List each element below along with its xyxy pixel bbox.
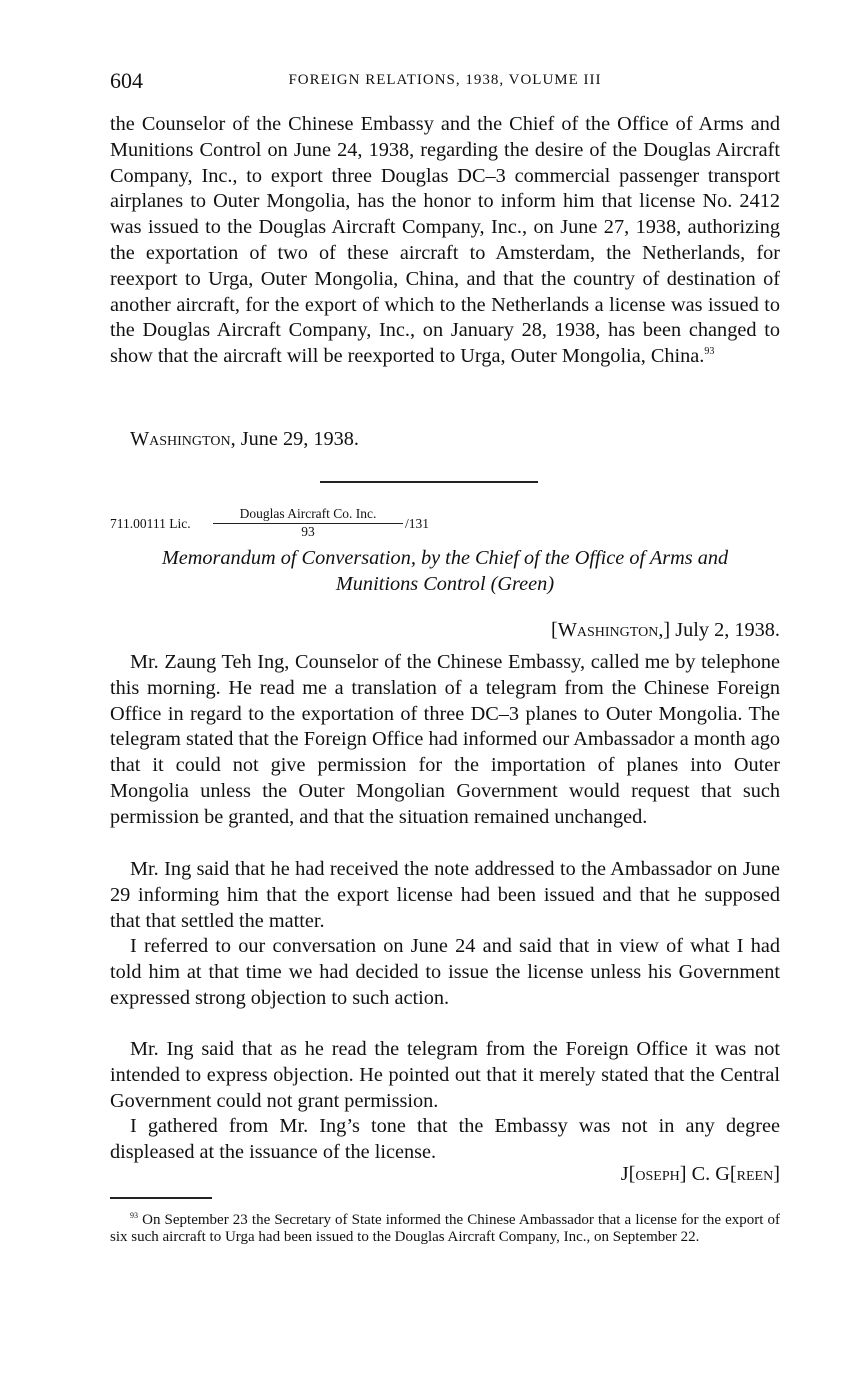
file-reference-fraction [213,506,403,540]
memorandum-paragraph-4: Mr. Ing said that as he read the telegram from the Foreign Office it was not intended to express objection. He pointed out that it merely stated that the Central Government could not grant permission. [110,1038,780,1112]
running-header [110,68,780,98]
dateline-open: [ [550,619,558,641]
running-title: FOREIGN RELATIONS, 1938, VOLUME III [288,72,602,88]
footnote-divider [110,1197,212,1199]
memorandum-title-line-1: Memorandum of Conversation, by the Chief of the Office of Arms and [161,547,729,569]
signature-part: ] [773,1163,780,1185]
note-place: Washington [130,428,231,450]
signature-part: ] C. G[ [679,1163,737,1185]
footnote-reference-93: 93 [704,346,715,358]
file-reference-numerator: Douglas Aircraft Co. Inc. [213,506,403,524]
memorandum-paragraph-1: Mr. Zaung Teh Ing, Counselor of the Chinese Embassy, called me by telephone this morning. He read me a translation of a telegram from the Chinese Foreign Office in regard to the exportation of three DC–3 planes to Outer Mongolia. The telegram stated that the Foreign Office had informed our Ambassador a month ago that it could not give permission for the importation of planes into Outer Mongolia unless the Outer Mongolian Government would request that such permission be granted, and that the situation remained unchanged. [110,651,780,828]
memorandum-paragraph-5: I gathered from Mr. Ing’s tone that the Embassy was not in any degree displeased at the issuance of the license. [110,1115,780,1163]
note-continuation-paragraph [110,112,780,370]
signature-part: reen [736,1163,774,1185]
footnote-93 [110,1212,780,1246]
footnote-marker: 93 [130,1211,138,1220]
memorandum-title [110,546,780,598]
dateline-place: Washington [557,619,659,641]
memorandum-dateline [110,619,780,642]
memorandum-paragraph-2: Mr. Ing said that he had received the note addressed to the Ambassador on June 29 informing him that the export license had been issued and that he supposed that that settled the matter. [110,858,780,932]
file-reference [110,506,510,542]
note-date: , June 29, 1938. [230,428,360,450]
file-reference-tail: /131 [405,516,430,531]
section-divider [320,481,538,483]
note-signoff [110,427,780,453]
memorandum-title-line-2: Munitions Control (Green) [335,572,555,595]
memorandum-paragraph-3: I referred to our conversation on June 24 and said that in view of what I had told him at that time we had decided to issue the license unless his Government expressed strong objection to such action. [110,935,780,1009]
signature [110,1163,780,1186]
note-continuation-text: the Counselor of the Chinese Embassy and the Chief of the Office of Arms and Munitions Control on June 24, 1938, regarding the desire of the Douglas Aircraft Company, Inc., to export three Douglas DC–3 commercial passenger transport airplanes to Outer Mongolia, has the honor to inform him that license No. 2412 was issued to the Douglas Aircraft Company, Inc., on June 27, 1938, authorizing the exportation of two of these aircraft to Amsterdam, the Netherlands, for reexport to Urga, Outer Mongolia, China, and that the country of destination of another aircraft, for the export of which to the Netherlands a license was issued to the Douglas Aircraft Company, Inc., on January 28, 1938, has been changed to show that the aircraft will be reexported to Urga, Outer Mongolia, China. [110,113,780,368]
signature-part: J[ [620,1163,636,1185]
page-number: 604 [110,68,143,93]
footnote-text: On September 23 the Secretary of State informed the Chinese Ambassador that a license for the export of six such aircraft to Urga had been issued to the Douglas Aircraft Company, Inc., on September 22. [110,1212,781,1245]
signature-part: oseph [635,1163,680,1185]
file-reference-lead: 711.00111 Lic. [110,516,191,531]
dateline-date: ,] July 2, 1938. [658,619,780,641]
file-reference-denominator: 93 [301,524,315,539]
